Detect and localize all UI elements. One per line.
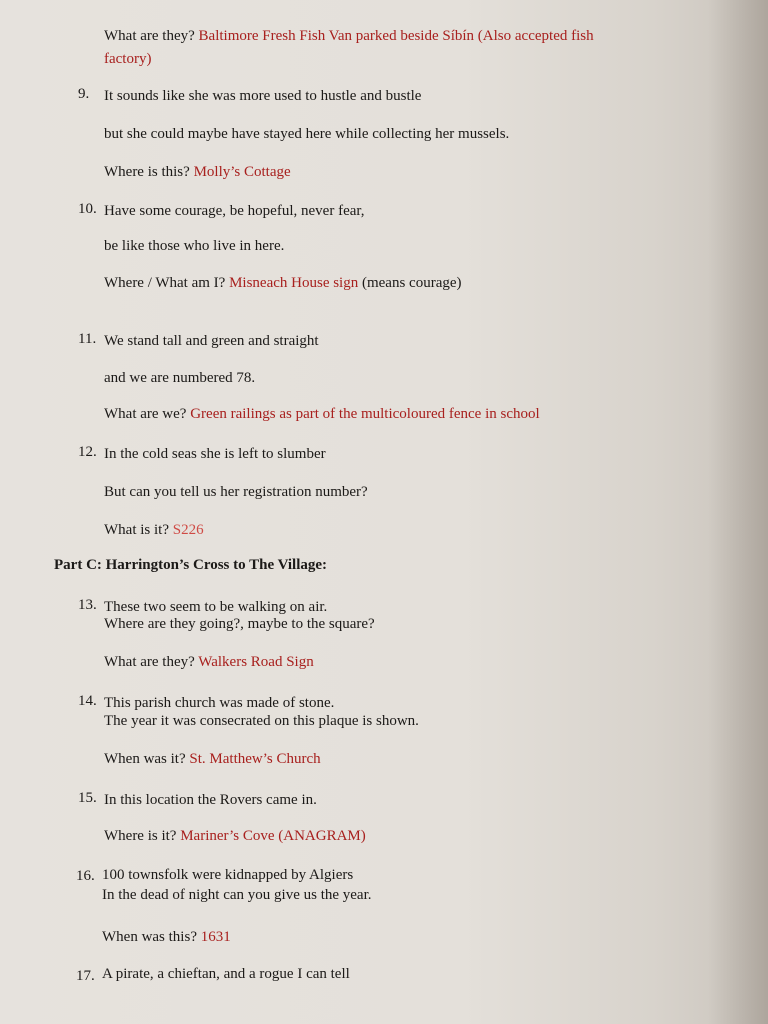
- question-15-line-1: In this location the Rovers came in.: [104, 792, 317, 808]
- question-11-line-1: We stand tall and green and straight: [104, 333, 319, 349]
- question-12-prompt: [104, 520, 204, 540]
- answer-text: Molly’s Cottage: [193, 164, 291, 180]
- answer-text: Mariner’s Cove (ANAGRAM): [180, 828, 366, 844]
- question-10-prompt: [104, 273, 462, 293]
- question-10-line-1: Have some courage, be hopeful, never fear,: [104, 203, 365, 219]
- question-text: Where / What am I?: [104, 275, 226, 291]
- question-16-prompt: [102, 927, 231, 947]
- question-12-line-1: In the cold seas she is left to slumber: [104, 446, 326, 462]
- question-13-line-2: Where are they going?, maybe to the square?: [104, 616, 375, 632]
- question-9-line-1: It sounds like she was more used to hustle and bustle: [104, 88, 422, 104]
- question-number: 17.: [76, 968, 95, 984]
- question-14-line-1: This parish church was made of stone.: [104, 695, 335, 711]
- question-14-line-2: The year it was consecrated on this plaque is shown.: [104, 713, 419, 729]
- answer-note: (means courage): [361, 275, 462, 291]
- question-13-line-1: These two seem to be walking on air.: [104, 599, 328, 615]
- answer-text: 1631: [200, 929, 231, 945]
- question-number: 10.: [78, 201, 97, 217]
- question-9-prompt: [104, 162, 291, 182]
- question-text: What is it?: [104, 522, 169, 538]
- question-number: 11.: [78, 331, 97, 347]
- question-8-prompt: [104, 26, 594, 46]
- question-11-line-2: and we are numbered 78.: [104, 370, 256, 386]
- question-number: 16.: [76, 868, 95, 884]
- answer-text: Misneach House sign: [229, 275, 359, 291]
- question-text: What are they?: [104, 28, 195, 44]
- answer-text: Baltimore Fresh Fish Van parked beside Síbín (Also accepted fish: [198, 28, 594, 44]
- question-text: What are they?: [104, 654, 195, 670]
- question-16-line-2: In the dead of night can you give us the year.: [102, 887, 372, 903]
- question-16-line-1: 100 townsfolk were kidnapped by Algiers: [102, 867, 354, 883]
- question-number: 15.: [78, 790, 97, 806]
- question-number: 14.: [78, 693, 97, 709]
- question-text: Where is it?: [104, 828, 177, 844]
- question-number: 12.: [78, 444, 97, 460]
- question-12-line-2: But can you tell us her registration number?: [104, 484, 368, 500]
- question-number: 9.: [78, 86, 90, 102]
- question-11-prompt: [104, 404, 540, 424]
- question-number: 13.: [78, 597, 97, 613]
- answer-continuation: factory): [104, 51, 152, 67]
- question-text: When was it?: [104, 751, 186, 767]
- question-text: Where is this?: [104, 164, 190, 180]
- answer-text: Walkers Road Sign: [198, 654, 314, 670]
- answer-text: Green railings as part of the multicoloured fence in school: [190, 406, 540, 422]
- question-17-line-1: A pirate, a chieftan, and a rogue I can tell: [102, 966, 350, 982]
- answer-text: St. Matthew’s Church: [189, 751, 321, 767]
- question-9-line-2: but she could maybe have stayed here while collecting her mussels.: [104, 126, 510, 142]
- answer-text: S226: [172, 522, 204, 538]
- question-14-prompt: [104, 749, 321, 769]
- question-text: What are we?: [104, 406, 187, 422]
- page-edge-shadow: [708, 0, 768, 1024]
- section-heading: Part C: Harrington’s Cross to The Village:: [54, 557, 328, 573]
- question-10-line-2: be like those who live in here.: [104, 238, 285, 254]
- question-13-prompt: [104, 652, 314, 672]
- question-15-prompt: [104, 826, 366, 846]
- question-text: When was this?: [102, 929, 197, 945]
